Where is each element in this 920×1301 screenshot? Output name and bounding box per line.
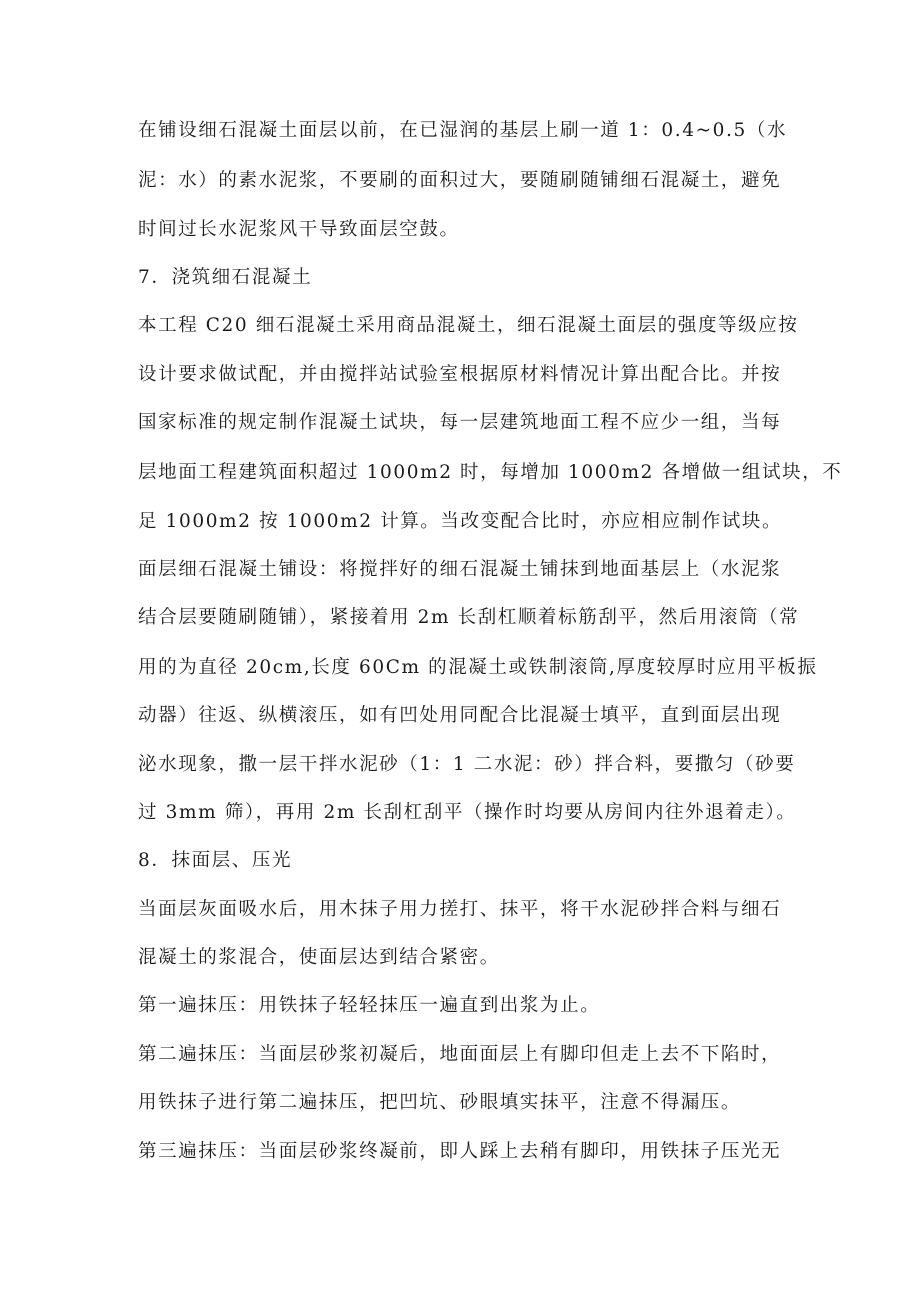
paragraph-line: 第三遍抹压：当面层砂浆终凝前，即人踩上去稍有脚印，用铁抹子压光无	[138, 1141, 782, 1162]
section-heading-8: 8．抹面层、压光	[138, 850, 293, 871]
paragraph-line: 泥：水）的素水泥浆，不要刷的面积过大，要随刷随铺细石混凝土，避免	[138, 170, 782, 191]
paragraph-line: 国家标准的规定制作混凝土试块，每一层建筑地面工程不应少一组，当每	[138, 412, 782, 433]
paragraph-line: 用的为直径 20cm,长度 60Cm 的混凝土或铁制滚筒,厚度较厚时应用平板振	[138, 657, 818, 678]
section-heading-7: 7．浇筑细石混凝土	[138, 267, 313, 288]
paragraph-line: 层地面工程建筑面积超过 1000m2 时，每增加 1000m2 各增做一组试块，不	[138, 462, 843, 483]
paragraph-line: 时间过长水泥浆风干导致面层空鼓。	[138, 219, 460, 240]
paragraph-line: 泌水现象，撒一层干拌水泥砂（1：1 二水泥：砂）拌合料，要撒匀（砂要	[138, 754, 796, 775]
paragraph-line: 足 1000m2 按 1000m2 计算。当改变配合比时，亦应相应制作试块。	[138, 511, 783, 532]
paragraph-line: 过 3mm 筛），再用 2m 长刮杠刮平（操作时均要从房间内往外退着走）。	[138, 802, 797, 823]
paragraph-line: 动器）往返、纵横滚压，如有凹处用同配合比混凝士填平，直到面层出现	[138, 705, 782, 726]
paragraph-line: 本工程 C20 细石混凝土采用商品混凝土，细石混凝土面层的强度等级应按	[138, 315, 799, 336]
paragraph-line: 面层细石混凝土铺设：将搅拌好的细石混凝土铺抹到地面基层上（水泥浆	[138, 559, 782, 580]
paragraph-line: 混凝土的浆混合，使面层达到结合紧密。	[138, 947, 500, 968]
paragraph-line: 第二遍抹压：当面层砂浆初凝后，地面面层上有脚印但走上去不下陷时，	[138, 1044, 782, 1065]
paragraph-line: 在铺设细石混凝土面层以前，在已湿润的基层上刷一道 1：0.4~0.5（水	[138, 120, 788, 141]
paragraph-line: 当面层灰面吸水后，用木抹子用力搓打、抹平，将干水泥砂拌合料与细石	[138, 899, 782, 920]
paragraph-line: 用铁抹子进行第二遍抹压，把凹坑、砂眼填实抹平，注意不得漏压。	[138, 1092, 742, 1113]
paragraph-line: 第一遍抹压：用铁抹子轻轻抹压一遍直到出浆为止。	[138, 995, 601, 1016]
paragraph-line: 设计要求做试配，并由搅拌站试验室根据原材料情况计算出配合比。并按	[138, 364, 782, 385]
paragraph-line: 结合层要随刷随铺），紧接着用 2m 长刮杠顺着标筋刮平，然后用滚筒（常	[138, 607, 800, 628]
